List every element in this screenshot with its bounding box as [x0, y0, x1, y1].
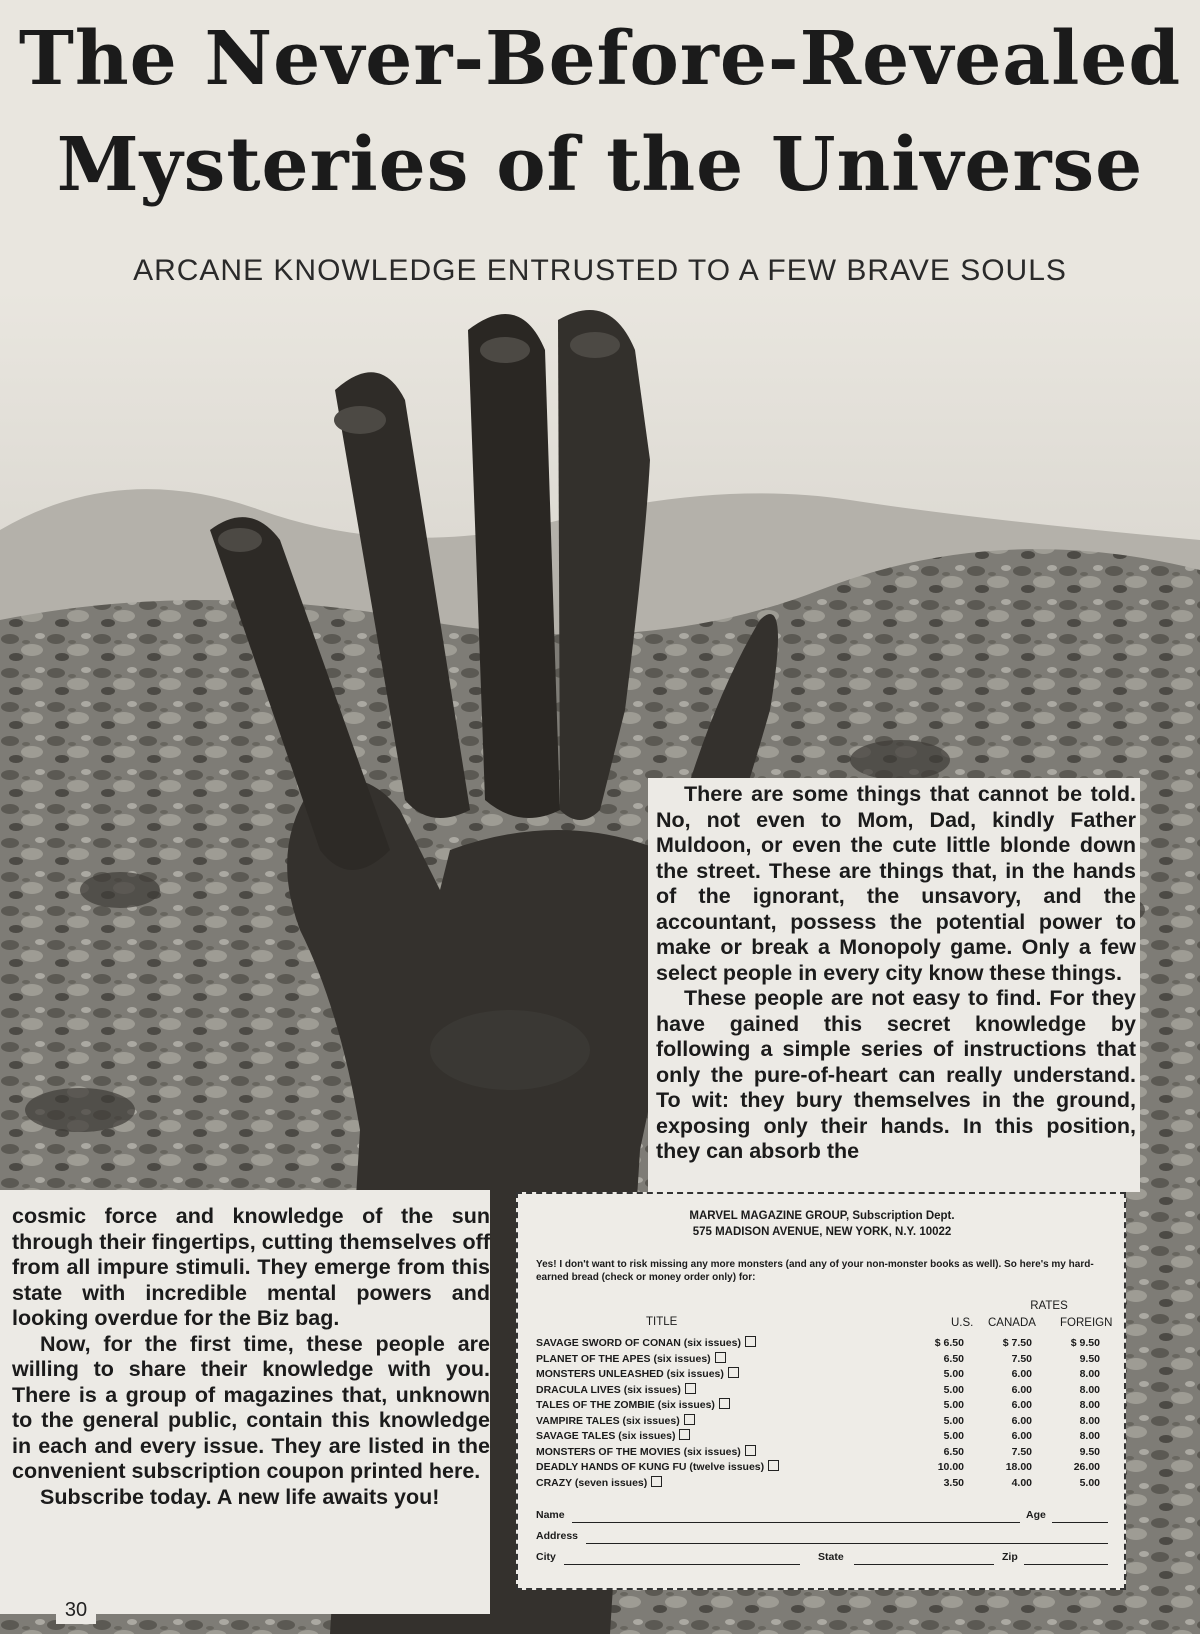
coupon-header-1: MARVEL MAGAZINE GROUP, Subscription Dept.: [689, 1210, 955, 1222]
name-field-row: [536, 1505, 1108, 1526]
name-label: Name: [536, 1509, 565, 1521]
magazine-title-text: MONSTERS OF THE MOVIES (six issues): [536, 1445, 741, 1458]
body-text-right: [648, 778, 1140, 1192]
magazine-title: [536, 1367, 739, 1382]
subscribe-checkbox[interactable]: [728, 1367, 739, 1378]
name-input[interactable]: [572, 1522, 1020, 1523]
subscribe-checkbox[interactable]: [768, 1460, 779, 1471]
magazine-title-text: CRAZY (seven issues): [536, 1476, 648, 1489]
state-label: State: [818, 1551, 844, 1563]
magazine-title: [536, 1476, 662, 1491]
magazine-title-text: TALES OF THE ZOMBIE (six issues): [536, 1399, 715, 1411]
price-us: $ 6.50: [934, 1337, 964, 1349]
age-label: Age: [1026, 1509, 1046, 1521]
price-us: 5.00: [943, 1399, 964, 1411]
city-field-row: [536, 1547, 1108, 1568]
headline-line-2: Mysteries of the Universe: [56, 122, 1144, 208]
price-canada: 6.00: [1011, 1399, 1032, 1411]
subscribe-checkbox[interactable]: [651, 1476, 662, 1487]
body-text-left: [0, 1190, 490, 1614]
subscribe-checkbox[interactable]: [679, 1429, 690, 1440]
price-foreign: 8.00: [1079, 1430, 1100, 1442]
coupon-row: [536, 1460, 1108, 1476]
price-canada: 7.50: [1011, 1445, 1032, 1458]
headline-line-1: The Never-Before-Revealed: [18, 16, 1182, 102]
magazine-title-text: PLANET OF THE APES (six issues): [536, 1352, 711, 1365]
magazine-title-text: DEADLY HANDS OF KUNG FU (twelve issues): [536, 1461, 765, 1473]
price-foreign: 9.50: [1079, 1445, 1100, 1458]
price-foreign: 9.50: [1079, 1352, 1100, 1365]
price-foreign: 5.00: [1079, 1476, 1100, 1489]
magazine-title: [536, 1398, 730, 1413]
coupon-row: [536, 1429, 1108, 1445]
rates-header: [536, 1300, 1113, 1334]
paragraph: Subscribe today. A new life awaits you!: [40, 1484, 440, 1509]
magazine-title-text: DRACULA LIVES (six issues): [536, 1383, 681, 1396]
price-foreign: 26.00: [1073, 1461, 1100, 1473]
subtitle: ARCANE KNOWLEDGE ENTRUSTED TO A FEW BRAVE SOULS: [133, 254, 1067, 287]
coupon-row: [536, 1367, 1108, 1383]
age-input[interactable]: [1052, 1522, 1108, 1523]
price-canada: 18.00: [1005, 1461, 1032, 1473]
state-input[interactable]: [854, 1564, 994, 1565]
magazine-title: [536, 1445, 756, 1460]
zip-input[interactable]: [1024, 1564, 1108, 1565]
price-canada: $ 7.50: [1002, 1337, 1032, 1349]
coupon-row: [536, 1336, 1108, 1352]
address-input[interactable]: [586, 1543, 1108, 1544]
price-us: 5.00: [943, 1430, 964, 1442]
price-us: 5.00: [943, 1383, 964, 1396]
coupon-rows: [536, 1336, 1108, 1491]
subscribe-checkbox[interactable]: [745, 1445, 756, 1456]
magazine-title-text: MONSTERS UNLEASHED (six issues): [536, 1368, 724, 1380]
magazine-title: [536, 1383, 696, 1398]
magazine-title: [536, 1336, 756, 1351]
paragraph: cosmic force and knowledge of the sun through their fingertips, cutting themselves off from all impure stimuli. They emerge from this state with incredible mental powers and looking overdue for the Biz bag.: [12, 1204, 490, 1330]
subscription-coupon: [516, 1192, 1126, 1590]
price-canada: 6.00: [1011, 1383, 1032, 1396]
price-canada: 6.00: [1011, 1430, 1032, 1442]
magazine-title: [536, 1429, 690, 1444]
price-us: 5.00: [943, 1414, 964, 1427]
coupon-intro: Yes! I don't want to risk missing any more monsters (and any of your non-monster books as well). So here's my hard-earned bread (check or money order only) for:: [536, 1259, 1094, 1283]
column-rates: RATES: [1030, 1300, 1068, 1312]
coupon-row: [536, 1445, 1108, 1461]
price-foreign: 8.00: [1079, 1368, 1100, 1380]
column-title: TITLE: [646, 1316, 678, 1328]
coupon-row: [536, 1383, 1108, 1399]
price-foreign: 8.00: [1079, 1414, 1100, 1427]
magazine-title-text: VAMPIRE TALES (six issues): [536, 1414, 680, 1427]
price-canada: 6.00: [1011, 1368, 1032, 1380]
column-foreign: FOREIGN: [1060, 1317, 1113, 1329]
price-us: 6.50: [943, 1445, 964, 1458]
coupon-header-2: 575 MADISON AVENUE, NEW YORK, N.Y. 10022: [692, 1226, 952, 1238]
magazine-title: [536, 1460, 779, 1475]
price-foreign: $ 9.50: [1070, 1337, 1100, 1349]
magazine-title: [536, 1414, 695, 1429]
zip-label: Zip: [1002, 1551, 1018, 1563]
paragraph: There are some things that cannot be told. No, not even to Mom, Dad, kindly Father Muldoon, or even the cute little blonde down the street. These are things that, in the hands of the ignorant, the unsavory, and the accountant, possess the potential power to make or break a Monopoly game. Only a few select people in every city know these things.: [656, 782, 1136, 985]
coupon-row: [536, 1476, 1108, 1492]
coupon-row: [536, 1414, 1108, 1430]
paragraph: Now, for the first time, these people are willing to share their knowledge with you. There is a group of magazines that, unknown to the general public, contain this knowledge in each and every issue. They are listed in the convenient subscription coupon printed here.: [12, 1331, 490, 1483]
price-foreign: 8.00: [1079, 1399, 1100, 1411]
subscribe-checkbox[interactable]: [719, 1398, 730, 1409]
price-foreign: 8.00: [1079, 1383, 1100, 1396]
subscribe-checkbox[interactable]: [715, 1352, 726, 1363]
magazine-title-text: SAVAGE SWORD OF CONAN (six issues): [536, 1337, 741, 1349]
price-canada: 6.00: [1011, 1414, 1032, 1427]
coupon-fields: [536, 1505, 1108, 1568]
column-us: U.S.: [951, 1317, 974, 1329]
subscribe-checkbox[interactable]: [745, 1336, 756, 1347]
address-label: Address: [536, 1530, 579, 1542]
paragraph: These people are not easy to find. For they have gained this secret knowledge by following a simple series of instructions that only the pure-of-heart can really understand. To wit: they bury themselves in the ground, exposing only their hands. In this position, they can absorb the: [656, 986, 1136, 1163]
price-us: 3.50: [943, 1476, 964, 1489]
coupon-row: [536, 1352, 1108, 1368]
city-input[interactable]: [564, 1564, 800, 1565]
city-label: City: [536, 1551, 556, 1563]
page-number: 30: [56, 1596, 96, 1624]
price-canada: 4.00: [1011, 1476, 1032, 1489]
address-field-row: [536, 1526, 1108, 1547]
subscribe-checkbox[interactable]: [685, 1383, 696, 1394]
column-canada: CANADA: [988, 1317, 1036, 1329]
magazine-title-text: SAVAGE TALES (six issues): [536, 1430, 676, 1442]
magazine-title: [536, 1352, 726, 1367]
price-us: 6.50: [943, 1352, 964, 1365]
coupon-row: [536, 1398, 1108, 1414]
price-us: 5.00: [943, 1368, 964, 1380]
price-canada: 7.50: [1011, 1352, 1032, 1365]
price-us: 10.00: [937, 1461, 964, 1473]
subscribe-checkbox[interactable]: [684, 1414, 695, 1425]
